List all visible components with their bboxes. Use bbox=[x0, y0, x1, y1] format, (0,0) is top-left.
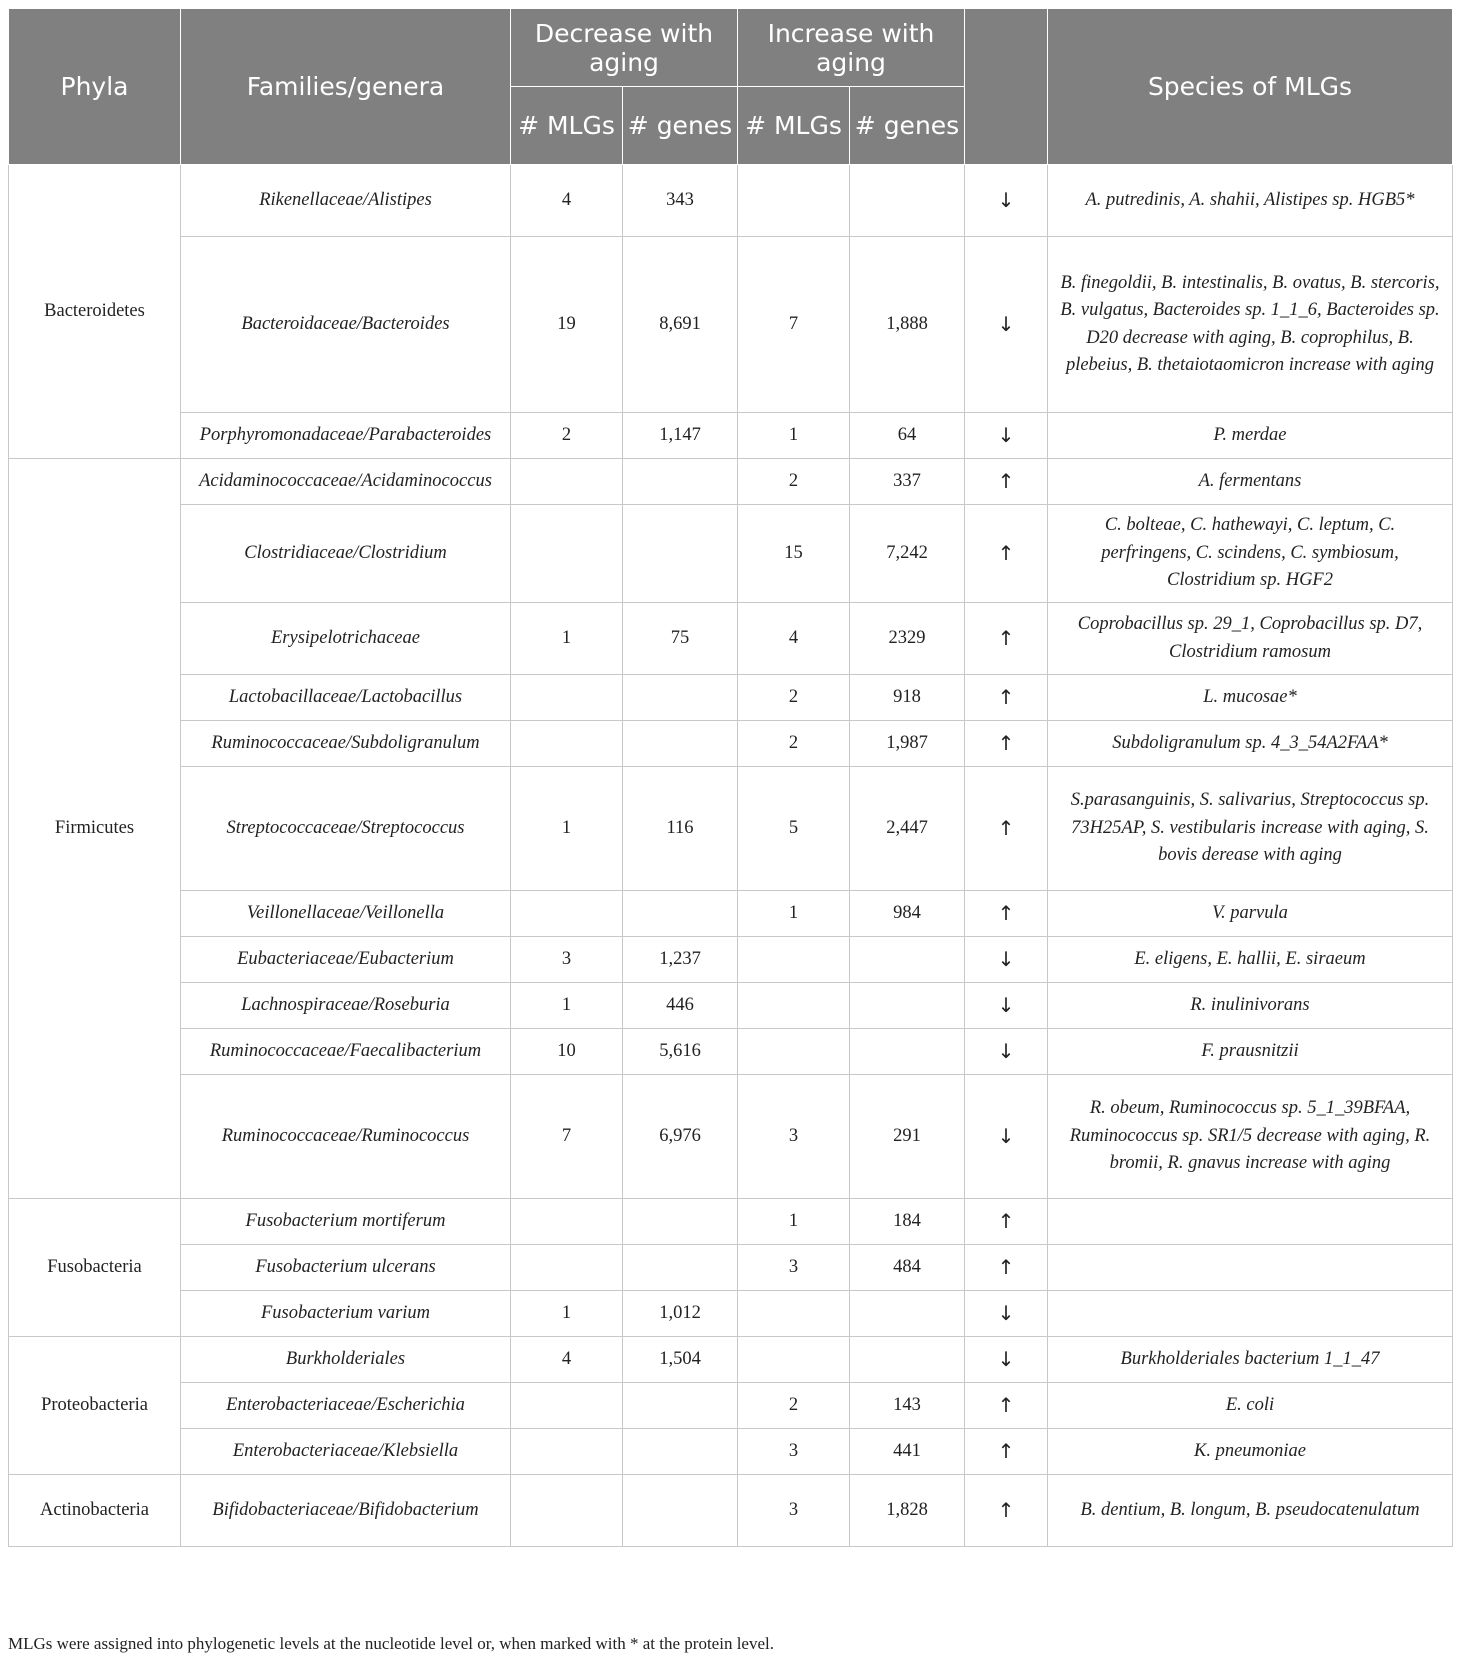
dec-genes-cell: 343 bbox=[623, 165, 738, 237]
dec-mlgs-cell: 19 bbox=[511, 237, 623, 413]
dec-mlgs-cell: 4 bbox=[511, 165, 623, 237]
dec-genes-cell bbox=[623, 1245, 738, 1291]
inc-genes-cell bbox=[850, 1337, 965, 1383]
header-increase: Increase with aging bbox=[738, 9, 965, 87]
family-cell: Eubacteriaceae/Eubacterium bbox=[181, 937, 511, 983]
inc-genes-cell: 2329 bbox=[850, 603, 965, 675]
table-container bbox=[8, 8, 1452, 1547]
family-cell: Lachnospiraceae/Roseburia bbox=[181, 983, 511, 1029]
dec-mlgs-cell: 4 bbox=[511, 1337, 623, 1383]
inc-mlgs-cell: 3 bbox=[738, 1075, 850, 1199]
trend-arrow-cell: ↑ bbox=[965, 721, 1048, 767]
species-cell bbox=[1048, 1245, 1453, 1291]
dec-mlgs-cell: 1 bbox=[511, 603, 623, 675]
inc-mlgs-cell bbox=[738, 1291, 850, 1337]
table-row bbox=[9, 413, 1453, 459]
dec-mlgs-cell bbox=[511, 1245, 623, 1291]
phylum-cell: Actinobacteria bbox=[9, 1475, 181, 1547]
dec-genes-cell: 6,976 bbox=[623, 1075, 738, 1199]
dec-genes-cell bbox=[623, 505, 738, 603]
dec-genes-cell: 1,237 bbox=[623, 937, 738, 983]
table-row bbox=[9, 165, 1453, 237]
inc-mlgs-cell: 1 bbox=[738, 891, 850, 937]
species-cell: B. dentium, B. longum, B. pseudocatenulatum bbox=[1048, 1475, 1453, 1547]
table-row bbox=[9, 1199, 1453, 1245]
dec-mlgs-cell bbox=[511, 505, 623, 603]
inc-mlgs-cell: 5 bbox=[738, 767, 850, 891]
species-cell: V. parvula bbox=[1048, 891, 1453, 937]
table-row bbox=[9, 675, 1453, 721]
dec-genes-cell bbox=[623, 891, 738, 937]
trend-arrow-cell: ↑ bbox=[965, 459, 1048, 505]
species-cell: Burkholderiales bacterium 1_1_47 bbox=[1048, 1337, 1453, 1383]
inc-genes-cell: 1,987 bbox=[850, 721, 965, 767]
header-inc-genes: # genes bbox=[850, 87, 965, 165]
header-inc-mlgs: # MLGs bbox=[738, 87, 850, 165]
dec-mlgs-cell bbox=[511, 721, 623, 767]
dec-mlgs-cell: 7 bbox=[511, 1075, 623, 1199]
table-row bbox=[9, 1383, 1453, 1429]
species-cell: L. mucosae* bbox=[1048, 675, 1453, 721]
species-cell: Subdoligranulum sp. 4_3_54A2FAA* bbox=[1048, 721, 1453, 767]
inc-genes-cell: 291 bbox=[850, 1075, 965, 1199]
species-cell: S.parasanguinis, S. salivarius, Streptococcus sp. 73H25AP, S. vestibularis increase with aging, S. bovis derease with aging bbox=[1048, 767, 1453, 891]
inc-mlgs-cell: 2 bbox=[738, 459, 850, 505]
trend-arrow-cell: ↑ bbox=[965, 505, 1048, 603]
dec-mlgs-cell bbox=[511, 675, 623, 721]
dec-mlgs-cell: 3 bbox=[511, 937, 623, 983]
trend-arrow-cell: ↑ bbox=[965, 1199, 1048, 1245]
family-cell: Bifidobacteriaceae/Bifidobacterium bbox=[181, 1475, 511, 1547]
trend-arrow-cell: ↓ bbox=[965, 1337, 1048, 1383]
inc-mlgs-cell: 2 bbox=[738, 721, 850, 767]
table-body bbox=[9, 165, 1453, 1547]
dec-mlgs-cell bbox=[511, 1429, 623, 1475]
header-families: Families/genera bbox=[181, 9, 511, 165]
inc-mlgs-cell: 4 bbox=[738, 603, 850, 675]
inc-mlgs-cell bbox=[738, 983, 850, 1029]
phylum-cell: Proteobacteria bbox=[9, 1337, 181, 1475]
dec-genes-cell: 116 bbox=[623, 767, 738, 891]
family-cell: Ruminococcaceae/Faecalibacterium bbox=[181, 1029, 511, 1075]
table-row bbox=[9, 721, 1453, 767]
trend-arrow-cell: ↑ bbox=[965, 1429, 1048, 1475]
inc-mlgs-cell: 3 bbox=[738, 1429, 850, 1475]
inc-mlgs-cell: 1 bbox=[738, 413, 850, 459]
dec-mlgs-cell bbox=[511, 1475, 623, 1547]
dec-genes-cell bbox=[623, 1475, 738, 1547]
table-row bbox=[9, 603, 1453, 675]
table-row bbox=[9, 505, 1453, 603]
species-cell: P. merdae bbox=[1048, 413, 1453, 459]
family-cell: Erysipelotrichaceae bbox=[181, 603, 511, 675]
trend-arrow-cell: ↑ bbox=[965, 891, 1048, 937]
dec-mlgs-cell: 10 bbox=[511, 1029, 623, 1075]
inc-mlgs-cell: 7 bbox=[738, 237, 850, 413]
trend-arrow-cell: ↑ bbox=[965, 1245, 1048, 1291]
table-header bbox=[9, 9, 1453, 165]
trend-arrow-cell: ↓ bbox=[965, 937, 1048, 983]
dec-genes-cell: 5,616 bbox=[623, 1029, 738, 1075]
inc-genes-cell bbox=[850, 937, 965, 983]
family-cell: Enterobacteriaceae/Escherichia bbox=[181, 1383, 511, 1429]
table-row bbox=[9, 767, 1453, 891]
table-row bbox=[9, 237, 1453, 413]
inc-mlgs-cell bbox=[738, 937, 850, 983]
table-row bbox=[9, 1075, 1453, 1199]
header-dec-genes: # genes bbox=[623, 87, 738, 165]
family-cell: Porphyromonadaceae/Parabacteroides bbox=[181, 413, 511, 459]
family-cell: Streptococcaceae/Streptococcus bbox=[181, 767, 511, 891]
mlg-table bbox=[8, 8, 1453, 1547]
inc-mlgs-cell: 2 bbox=[738, 675, 850, 721]
family-cell: Fusobacterium varium bbox=[181, 1291, 511, 1337]
inc-mlgs-cell: 2 bbox=[738, 1383, 850, 1429]
dec-mlgs-cell: 1 bbox=[511, 983, 623, 1029]
family-cell: Clostridiaceae/Clostridium bbox=[181, 505, 511, 603]
dec-genes-cell: 1,012 bbox=[623, 1291, 738, 1337]
dec-genes-cell bbox=[623, 1199, 738, 1245]
dec-mlgs-cell: 1 bbox=[511, 767, 623, 891]
header-trend bbox=[965, 9, 1048, 165]
table-row bbox=[9, 983, 1453, 1029]
dec-mlgs-cell: 1 bbox=[511, 1291, 623, 1337]
dec-genes-cell: 446 bbox=[623, 983, 738, 1029]
trend-arrow-cell: ↓ bbox=[965, 983, 1048, 1029]
dec-genes-cell bbox=[623, 1383, 738, 1429]
trend-arrow-cell: ↓ bbox=[965, 1075, 1048, 1199]
table-row bbox=[9, 1429, 1453, 1475]
dec-mlgs-cell: 2 bbox=[511, 413, 623, 459]
table-row bbox=[9, 1475, 1453, 1547]
phylum-cell: Fusobacteria bbox=[9, 1199, 181, 1337]
trend-arrow-cell: ↑ bbox=[965, 603, 1048, 675]
inc-genes-cell: 64 bbox=[850, 413, 965, 459]
table-row bbox=[9, 459, 1453, 505]
inc-genes-cell: 7,242 bbox=[850, 505, 965, 603]
trend-arrow-cell: ↓ bbox=[965, 237, 1048, 413]
inc-genes-cell bbox=[850, 1029, 965, 1075]
dec-mlgs-cell bbox=[511, 459, 623, 505]
inc-mlgs-cell: 3 bbox=[738, 1475, 850, 1547]
species-cell: C. bolteae, C. hathewayi, C. leptum, C. perfringens, C. scindens, C. symbiosum, Clostridium sp. HGF2 bbox=[1048, 505, 1453, 603]
species-cell bbox=[1048, 1291, 1453, 1337]
inc-genes-cell: 337 bbox=[850, 459, 965, 505]
species-cell: F. prausnitzii bbox=[1048, 1029, 1453, 1075]
inc-genes-cell bbox=[850, 983, 965, 1029]
family-cell: Fusobacterium ulcerans bbox=[181, 1245, 511, 1291]
dec-genes-cell bbox=[623, 1429, 738, 1475]
trend-arrow-cell: ↑ bbox=[965, 1383, 1048, 1429]
header-species: Species of MLGs bbox=[1048, 9, 1453, 165]
inc-genes-cell: 441 bbox=[850, 1429, 965, 1475]
inc-mlgs-cell: 3 bbox=[738, 1245, 850, 1291]
inc-mlgs-cell bbox=[738, 1029, 850, 1075]
family-cell: Fusobacterium mortiferum bbox=[181, 1199, 511, 1245]
species-cell bbox=[1048, 1199, 1453, 1245]
header-phyla: Phyla bbox=[9, 9, 181, 165]
trend-arrow-cell: ↑ bbox=[965, 767, 1048, 891]
inc-genes-cell: 184 bbox=[850, 1199, 965, 1245]
table-row bbox=[9, 1245, 1453, 1291]
inc-genes-cell: 1,888 bbox=[850, 237, 965, 413]
dec-genes-cell: 1,504 bbox=[623, 1337, 738, 1383]
phylum-cell: Bacteroidetes bbox=[9, 165, 181, 459]
table-row bbox=[9, 1291, 1453, 1337]
species-cell: B. finegoldii, B. intestinalis, B. ovatus, B. stercoris, B. vulgatus, Bacteroides sp. 1_1_6, Bacteroides sp. D20 decrease with aging, B. coprophilus, B. plebeius, B. thetaiotaomicron increase with aging bbox=[1048, 237, 1453, 413]
table-row bbox=[9, 1337, 1453, 1383]
inc-genes-cell: 2,447 bbox=[850, 767, 965, 891]
trend-arrow-cell: ↑ bbox=[965, 675, 1048, 721]
species-cell: A. putredinis, A. shahii, Alistipes sp. HGB5* bbox=[1048, 165, 1453, 237]
inc-genes-cell: 984 bbox=[850, 891, 965, 937]
dec-genes-cell: 1,147 bbox=[623, 413, 738, 459]
species-cell: A. fermentans bbox=[1048, 459, 1453, 505]
species-cell: E. coli bbox=[1048, 1383, 1453, 1429]
header-decrease: Decrease with aging bbox=[511, 9, 738, 87]
inc-genes-cell: 143 bbox=[850, 1383, 965, 1429]
species-cell: Coprobacillus sp. 29_1, Coprobacillus sp. D7, Clostridium ramosum bbox=[1048, 603, 1453, 675]
table-row bbox=[9, 891, 1453, 937]
family-cell: Rikenellaceae/Alistipes bbox=[181, 165, 511, 237]
inc-genes-cell bbox=[850, 1291, 965, 1337]
dec-genes-cell bbox=[623, 459, 738, 505]
family-cell: Ruminococcaceae/Subdoligranulum bbox=[181, 721, 511, 767]
table-row bbox=[9, 1029, 1453, 1075]
inc-genes-cell: 1,828 bbox=[850, 1475, 965, 1547]
inc-genes-cell bbox=[850, 165, 965, 237]
inc-mlgs-cell bbox=[738, 1337, 850, 1383]
species-cell: K. pneumoniae bbox=[1048, 1429, 1453, 1475]
trend-arrow-cell: ↓ bbox=[965, 413, 1048, 459]
dec-genes-cell bbox=[623, 721, 738, 767]
dec-genes-cell: 8,691 bbox=[623, 237, 738, 413]
family-cell: Lactobacillaceae/Lactobacillus bbox=[181, 675, 511, 721]
family-cell: Acidaminococcaceae/Acidaminococcus bbox=[181, 459, 511, 505]
trend-arrow-cell: ↑ bbox=[965, 1475, 1048, 1547]
inc-genes-cell: 918 bbox=[850, 675, 965, 721]
family-cell: Bacteroidaceae/Bacteroides bbox=[181, 237, 511, 413]
dec-mlgs-cell bbox=[511, 1383, 623, 1429]
trend-arrow-cell: ↓ bbox=[965, 165, 1048, 237]
phylum-cell: Firmicutes bbox=[9, 459, 181, 1199]
dec-genes-cell: 75 bbox=[623, 603, 738, 675]
table-row bbox=[9, 937, 1453, 983]
dec-mlgs-cell bbox=[511, 1199, 623, 1245]
dec-mlgs-cell bbox=[511, 891, 623, 937]
table-footnote: MLGs were assigned into phylogenetic levels at the nucleotide level or, when marked with * at the protein level. bbox=[8, 1634, 774, 1653]
inc-mlgs-cell bbox=[738, 165, 850, 237]
species-cell: R. obeum, Ruminococcus sp. 5_1_39BFAA, Ruminococcus sp. SR1/5 decrease with aging, R. bromii, R. gnavus increase with aging bbox=[1048, 1075, 1453, 1199]
species-cell: R. inulinivorans bbox=[1048, 983, 1453, 1029]
family-cell: Veillonellaceae/Veillonella bbox=[181, 891, 511, 937]
dec-genes-cell bbox=[623, 675, 738, 721]
family-cell: Burkholderiales bbox=[181, 1337, 511, 1383]
family-cell: Enterobacteriaceae/Klebsiella bbox=[181, 1429, 511, 1475]
header-dec-mlgs: # MLGs bbox=[511, 87, 623, 165]
inc-mlgs-cell: 1 bbox=[738, 1199, 850, 1245]
family-cell: Ruminococcaceae/Ruminococcus bbox=[181, 1075, 511, 1199]
inc-genes-cell: 484 bbox=[850, 1245, 965, 1291]
inc-mlgs-cell: 15 bbox=[738, 505, 850, 603]
species-cell: E. eligens, E. hallii, E. siraeum bbox=[1048, 937, 1453, 983]
trend-arrow-cell: ↓ bbox=[965, 1029, 1048, 1075]
trend-arrow-cell: ↓ bbox=[965, 1291, 1048, 1337]
